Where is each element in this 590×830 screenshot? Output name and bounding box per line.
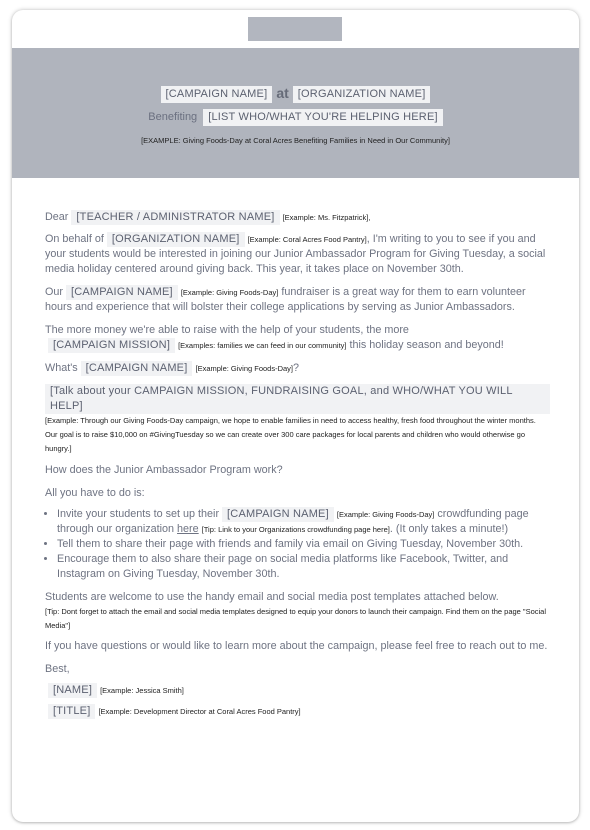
signature-title-row bbox=[45, 704, 550, 719]
teacher-example: [Example: Ms. Fitzpatrick], bbox=[282, 213, 371, 222]
list-item: • Tell them to share their page with friends and family via email on Giving Tuesday, November 30th. bbox=[57, 537, 550, 552]
campaign-name-placeholder: [CAMPAIGN NAME] bbox=[161, 86, 273, 103]
whats-campaign-placeholder: [CAMPAIGN NAME] bbox=[81, 361, 193, 376]
intro-text: , I'm writing to you to see if you and your students would be interested in joining our Junior Ambassador Program for Giving Tuesday, a social media holiday centered around giving back. This year, it takes place on November 30th. bbox=[45, 233, 546, 275]
paragraph-templates bbox=[45, 590, 550, 633]
mission-placeholder: [CAMPAIGN MISSION] bbox=[48, 338, 175, 353]
here-link[interactable]: here bbox=[177, 523, 199, 535]
step1-tail: . (It only takes a minute!) bbox=[389, 523, 509, 535]
mission-text: this holiday season and beyond! bbox=[346, 339, 504, 351]
header-title-row bbox=[12, 85, 579, 103]
benefiting-label: Benefiting bbox=[148, 111, 198, 123]
paragraph-campaign bbox=[45, 285, 550, 315]
step1-example: [Example: Giving Foods-Day] bbox=[336, 510, 435, 519]
step1-tip: [Tip: Link to your Organizations crowdfunding page here] bbox=[201, 525, 390, 534]
dear-label: Dear bbox=[45, 211, 69, 223]
title-placeholder: [TITLE] bbox=[48, 704, 95, 719]
step1-campaign-placeholder: [CAMPAIGN NAME] bbox=[222, 507, 334, 522]
whats-campaign-example: [Example: Giving Foods-Day] bbox=[195, 364, 294, 373]
greeting bbox=[45, 210, 550, 225]
templates-text: Students are welcome to use the handy email and social media post templates attached below. bbox=[45, 591, 499, 603]
logo-placeholder bbox=[248, 17, 342, 41]
signature-name-row bbox=[45, 683, 550, 698]
question-mark: ? bbox=[293, 362, 300, 374]
steps-list bbox=[45, 507, 550, 582]
at-word: at bbox=[276, 85, 289, 101]
header-example: [EXAMPLE: Giving Foods-Day at Coral Acres Benefiting Families in Need in Our Community] bbox=[141, 136, 450, 145]
paragraph-questions: If you have questions or would like to learn more about the campaign, please feel free to reach out to me. bbox=[45, 640, 548, 652]
paragraph-all: All you have to do is: bbox=[45, 487, 145, 499]
mission-example: [Examples: families we can feed in our community] bbox=[178, 341, 347, 350]
name-example: [Example: Jessica Smith] bbox=[100, 686, 184, 695]
paragraph-whats bbox=[45, 361, 550, 376]
letter-card bbox=[12, 10, 579, 822]
letter-body bbox=[45, 210, 550, 719]
talk-placeholder: [Talk about your CAMPAIGN MISSION, FUNDRAISING GOAL, and WHO/WHAT YOU WILL HELP] bbox=[45, 384, 550, 414]
teacher-name-placeholder: [TEACHER / ADMINISTRATOR NAME] bbox=[71, 210, 279, 225]
organization-example: [Example: Coral Acres Food Pantry] bbox=[247, 235, 367, 244]
paragraph-intro bbox=[45, 232, 550, 277]
title-example: [Example: Development Director at Coral Acres Food Pantry] bbox=[98, 707, 301, 716]
intro-lead: On behalf of bbox=[45, 233, 104, 245]
header-banner bbox=[12, 48, 579, 178]
mission-lead: The more money we're able to raise with the help of your students, the more bbox=[45, 324, 409, 336]
campaign-lead: Our bbox=[45, 286, 63, 298]
closing-best: Best, bbox=[45, 663, 70, 675]
organization-placeholder: [ORGANIZATION NAME] bbox=[107, 232, 245, 247]
header-benefiting-row bbox=[12, 109, 579, 126]
list-who-placeholder: [LIST WHO/WHAT YOU'RE HELPING HERE] bbox=[203, 109, 443, 126]
campaign-text: fundraiser is a great way for them to earn volunteer hours and experience that will bolster their college applications by serving as Junior Ambassadors. bbox=[45, 286, 526, 313]
paragraph-how: How does the Junior Ambassador Program work? bbox=[45, 464, 283, 476]
campaign-placeholder: [CAMPAIGN NAME] bbox=[66, 285, 178, 300]
list-item bbox=[57, 507, 550, 537]
paragraph-mission bbox=[45, 323, 550, 353]
whats-lead: What's bbox=[45, 362, 78, 374]
list-item: • Encourage them to also share their page on social media platforms like Facebook, Twitter, and Instagram on Giving Tuesday, November 30th. bbox=[57, 552, 550, 582]
paragraph-talk bbox=[45, 384, 550, 456]
name-placeholder: [NAME] bbox=[48, 683, 97, 698]
step1-lead: Invite your students to set up their bbox=[57, 508, 220, 520]
campaign-example: [Example: Giving Foods-Day] bbox=[180, 288, 279, 297]
talk-example: [Example: Through our Giving Foods-Day campaign, we hope to enable families in need to access healthy, fresh food throughout the winter months. Our goal is to raise $10,000 on #GivingTuesday so we can create over 300 care packages for local parents and children who would otherwise go hungry.] bbox=[45, 416, 536, 453]
organization-name-placeholder: [ORGANIZATION NAME] bbox=[293, 86, 431, 103]
templates-tip: [Tip: Dont forget to attach the email and social media templates designed to equip your donors to launch their campaign. Find them on the page "Social Media"] bbox=[45, 607, 547, 630]
step1-mid: crowdfunding page through our organization bbox=[57, 508, 529, 535]
